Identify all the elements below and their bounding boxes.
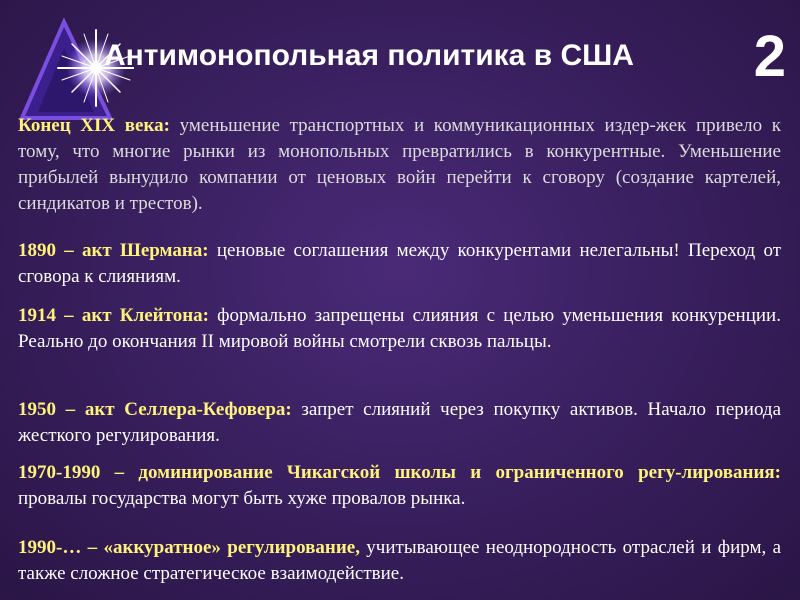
slide-number: 2 <box>753 24 786 89</box>
block-body: провалы государства могут быть хуже провалов рынка. <box>18 488 466 509</box>
slide-title: Антимонопольная политика в США <box>104 39 634 72</box>
text-block-late-19th-century <box>18 113 781 217</box>
block-heading: Конец XIX века: <box>18 115 170 136</box>
block-body: ценовые соглашения между конкурентами нелегальны! Переход от сговора к слияниям. <box>18 240 782 287</box>
block-body: учитывающее неоднородность отраслей и фирм, а также сложное стратегическое взаимодействие. <box>18 537 781 584</box>
text-block-clayton-act <box>18 303 781 355</box>
block-body: уменьшение транспортных и коммуникационных издер-жек привело к тому, что многие рынки из монопольных превратились в конкурентные. Уменьшение прибылей вынудило компании от ценовых войн перейти к сговору (создание картелей, синдикатов и трестов). <box>18 115 781 214</box>
text-block-sherman-act <box>18 238 781 290</box>
block-body: формально запрещены слияния с целью уменьшения конкуренции. Реально до окончания II мировой войны смотрели сквозь пальцы. <box>18 305 781 352</box>
block-heading: 1970-1990 – доминирование Чикагской школы и ограниченного регу-лирования: <box>18 462 781 483</box>
block-heading: 1990-… – «аккуратное» регулирование, <box>18 537 360 558</box>
block-heading: 1890 – акт Шермана: <box>18 240 209 261</box>
block-heading: 1914 – акт Клейтона: <box>18 305 209 326</box>
block-heading: 1950 – акт Селлера-Кефовера: <box>18 399 292 420</box>
text-block-chicago-school <box>18 460 781 512</box>
block-body: запрет слияний через покупку активов. Начало периода жесткого регулирования. <box>18 399 781 446</box>
text-block-celler-kefauver-act <box>18 397 781 449</box>
text-block-careful-regulation <box>18 535 781 587</box>
